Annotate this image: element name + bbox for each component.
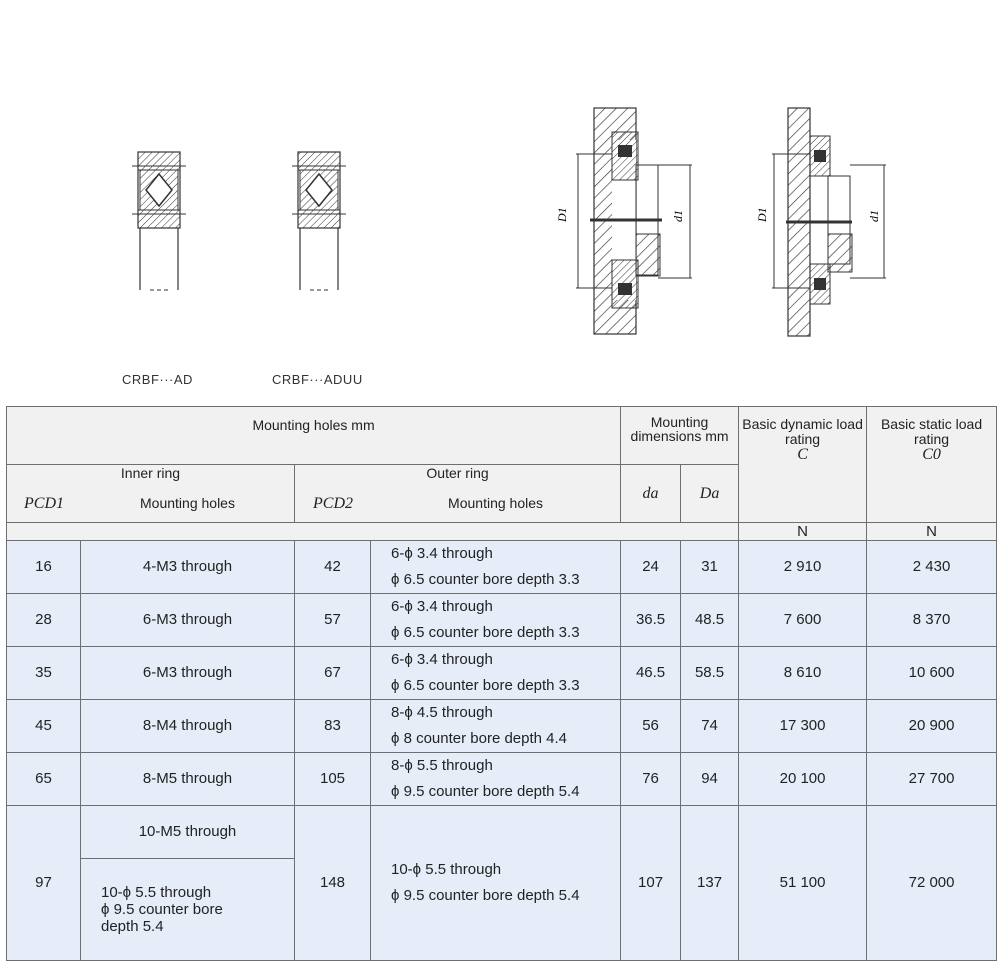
dynamic-cell: 17 300 — [739, 699, 867, 752]
unit-n-static: N — [867, 523, 997, 541]
pcd1-cell: 16 — [7, 540, 81, 593]
inner-alt-line3: depth 5.4 — [101, 917, 164, 935]
outer-holes-line2: ϕ 9.5 counter bore depth 5.4 — [391, 886, 580, 904]
static-cell: 72 000 — [867, 805, 997, 960]
header-static — [867, 407, 997, 523]
static-label: Basic static load rating — [880, 416, 983, 447]
outer-holes-line2: ϕ 9.5 counter bore depth 5.4 — [391, 782, 580, 800]
outer-holes-line1: 6-ϕ 3.4 through — [391, 544, 493, 562]
caption-aduu: CRBF···ADUU — [272, 372, 363, 387]
section-view-ad — [132, 152, 186, 290]
Da-cell: 48.5 — [681, 593, 739, 646]
inner-holes-cell: 6-M3 through — [81, 593, 295, 646]
pcd1-cell: 97 — [7, 805, 81, 960]
d1-inner-label: d1 — [671, 210, 685, 222]
table-row — [7, 752, 997, 805]
pcd2-cell: 83 — [295, 699, 371, 752]
inner-holes-cell: 8-M4 through — [81, 699, 295, 752]
pcd2-cell: 148 — [295, 805, 371, 960]
d1-inner-label-2: d1 — [867, 210, 881, 222]
pcd2-cell: 57 — [295, 593, 371, 646]
dynamic-cell: 7 600 — [739, 593, 867, 646]
outer-holes-line1: 6-ϕ 3.4 through — [391, 597, 493, 615]
header-Da: Da — [681, 465, 739, 523]
pcd2-cell: 42 — [295, 540, 371, 593]
da-cell: 24 — [621, 540, 681, 593]
Da-cell: 58.5 — [681, 646, 739, 699]
outer-holes-cell — [371, 593, 621, 646]
header-da: da — [621, 465, 681, 523]
Da-cell: 94 — [681, 752, 739, 805]
d1-outer-label-2: D1 — [755, 207, 769, 222]
outer-holes-cell — [371, 646, 621, 699]
outer-holes-line2: ϕ 8 counter bore depth 4.4 — [391, 729, 568, 747]
pcd2-cell: 67 — [295, 646, 371, 699]
dynamic-cell: 8 610 — [739, 646, 867, 699]
unit-n-dynamic: N — [739, 523, 867, 541]
table-row — [7, 540, 997, 593]
pcd2-cell: 105 — [295, 752, 371, 805]
inner-holes-cell: 6-M3 through — [81, 646, 295, 699]
inner-alt-line2: ϕ 9.5 counter bore — [101, 900, 223, 918]
outer-holes-cell — [371, 699, 621, 752]
outer-holes-line2: ϕ 6.5 counter bore depth 3.3 — [391, 570, 580, 588]
outer-ring-label: Outer ring — [426, 465, 489, 481]
dynamic-symbol: C — [797, 446, 808, 463]
da-cell: 76 — [621, 752, 681, 805]
da-cell: 56 — [621, 699, 681, 752]
inner-holes-alt-cell — [81, 858, 295, 960]
mounting-drawing-2 — [755, 108, 886, 336]
section-view-aduu — [292, 152, 346, 290]
d1-outer-label: D1 — [555, 207, 569, 222]
static-cell: 2 430 — [867, 540, 997, 593]
pcd1-label: PCD1 — [24, 495, 64, 512]
header-mounting-holes: Mounting holes mm — [7, 407, 621, 465]
outer-holes-line1: 6-ϕ 3.4 through — [391, 650, 493, 668]
outer-holes-line1: 8-ϕ 4.5 through — [391, 703, 493, 721]
bearing-drawings — [0, 0, 1000, 400]
pcd1-cell: 65 — [7, 752, 81, 805]
pcd2-label: PCD2 — [313, 495, 353, 512]
pcd1-cell: 35 — [7, 646, 81, 699]
dynamic-label: Basic dynamic load rating — [742, 416, 863, 447]
static-cell: 8 370 — [867, 593, 997, 646]
header-outer-ring-group — [295, 465, 621, 523]
pcd1-cell: 28 — [7, 593, 81, 646]
inner-holes-cell: 10-M5 through — [81, 805, 295, 858]
mounting-table — [6, 406, 997, 961]
static-cell: 10 600 — [867, 646, 997, 699]
table-row — [7, 593, 997, 646]
outer-holes-cell — [371, 540, 621, 593]
header-inner-ring-group — [7, 465, 295, 523]
pcd1-cell: 45 — [7, 699, 81, 752]
Da-cell: 31 — [681, 540, 739, 593]
Da-cell: 74 — [681, 699, 739, 752]
outer-holes-line1: 8-ϕ 5.5 through — [391, 756, 493, 774]
da-cell: 107 — [621, 805, 681, 960]
Da-cell: 137 — [681, 805, 739, 960]
outer-holes-cell — [371, 805, 621, 960]
inner-ring-label: Inner ring — [120, 465, 181, 481]
static-cell: 27 700 — [867, 752, 997, 805]
outer-holes-line2: ϕ 6.5 counter bore depth 3.3 — [391, 623, 580, 641]
inner-holes-cell: 8-M5 through — [81, 752, 295, 805]
static-cell: 20 900 — [867, 699, 997, 752]
mounting-drawing-1 — [555, 108, 692, 334]
dynamic-cell: 51 100 — [739, 805, 867, 960]
inner-holes-label: Mounting holes — [140, 495, 235, 511]
table-row — [7, 805, 997, 858]
header-mounting-dims: Mounting dimensions mm — [621, 407, 739, 465]
inner-holes-cell: 4-M3 through — [81, 540, 295, 593]
outer-holes-line2: ϕ 6.5 counter bore depth 3.3 — [391, 676, 580, 694]
outer-holes-cell — [371, 752, 621, 805]
header-dynamic — [739, 407, 867, 523]
static-symbol: C0 — [922, 446, 941, 463]
da-cell: 36.5 — [621, 593, 681, 646]
da-cell: 46.5 — [621, 646, 681, 699]
dynamic-cell: 2 910 — [739, 540, 867, 593]
dynamic-cell: 20 100 — [739, 752, 867, 805]
outer-holes-label: Mounting holes — [448, 495, 543, 511]
outer-holes-line1: 10-ϕ 5.5 through — [391, 860, 502, 878]
inner-alt-line1: 10-ϕ 5.5 through — [101, 883, 212, 901]
table-row — [7, 646, 997, 699]
table-row — [7, 699, 997, 752]
caption-ad: CRBF···AD — [122, 372, 193, 387]
